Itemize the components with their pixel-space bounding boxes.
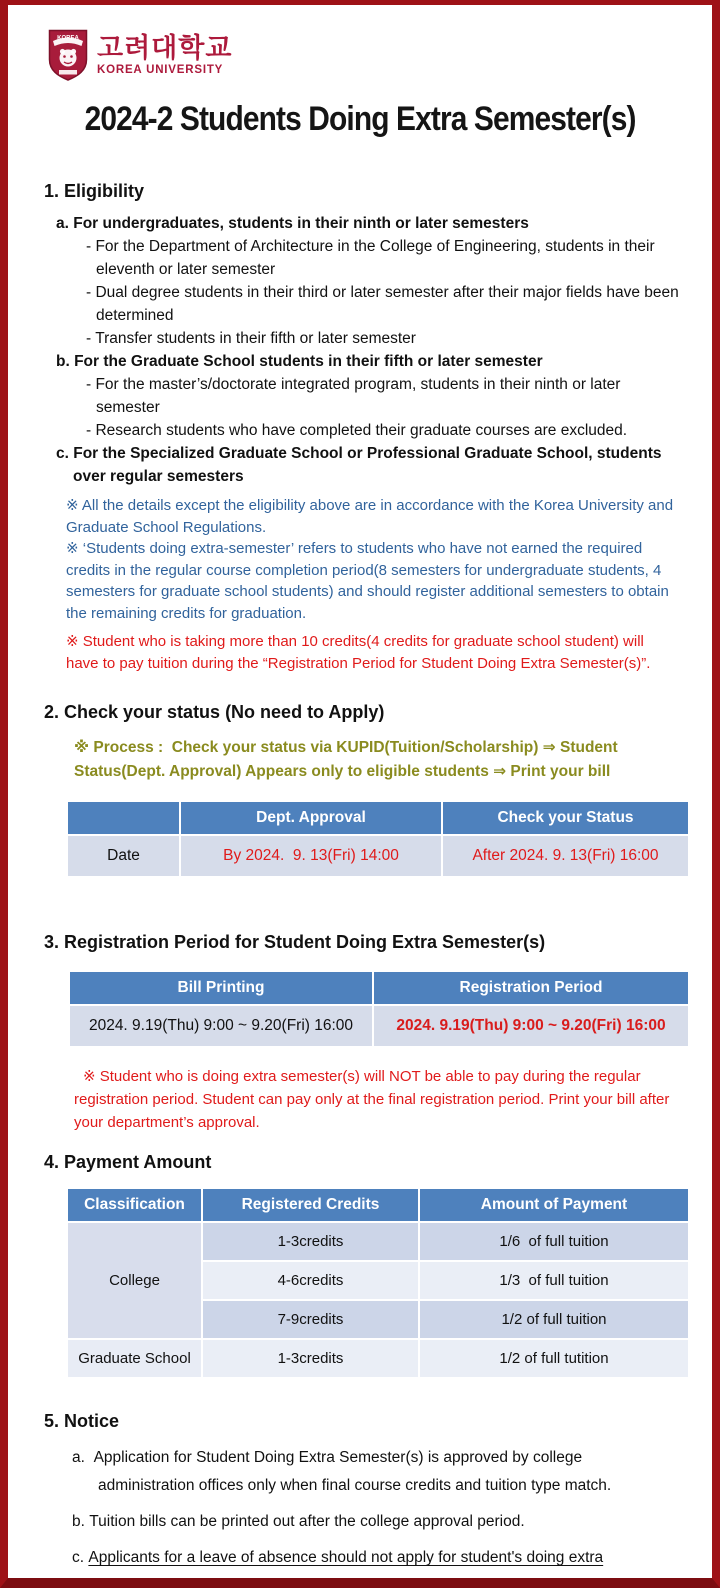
page-title: 2024-2 Students Doing Extra Semester(s) bbox=[84, 100, 636, 138]
process-note: ※ Process : Check your status via KUPID(Tuition/Scholarship) ⇒ Student Status(Dept. Approval) Appears only to eligible students ⇒ Print your bill bbox=[74, 739, 622, 780]
section-4-heading: 4. Payment Amount bbox=[44, 1152, 212, 1172]
title-row bbox=[36, 100, 684, 139]
logo-english-name: KOREA UNIVERSITY bbox=[97, 63, 224, 76]
graduate-amount-1: 1/2 of full tutition bbox=[419, 1339, 689, 1378]
eligibility-note-tuition-warning: ※ Student who is taking more than 10 credits(4 credits for graduate school student) will have to pay tuition during the “Registration Period for Student Doing Extra Semester(s)”. bbox=[66, 633, 651, 672]
status-check-table bbox=[66, 800, 690, 878]
graduate-credits-1: 1-3credits bbox=[202, 1339, 419, 1378]
registration-period-table bbox=[68, 970, 690, 1048]
registration-note-warning: ※ Student who is doing extra semester(s) will NOT be able to pay during the regular registration period. Student can pay only at the final registration period. Print your bill after your department’s approval. bbox=[74, 1068, 670, 1131]
notice-item-c-text: Applicants for a leave of absence should not apply for student's doing extra semester(s) in the relevant semester. They must apply when they return to school. bbox=[88, 1549, 662, 1588]
eligibility-item-c: c. For the Specialized Graduate School or Professional Graduate School, students over regular semesters bbox=[56, 445, 662, 485]
korea-university-shield-icon bbox=[48, 29, 88, 82]
status-table-dept-approval-header: Dept. Approval bbox=[180, 801, 442, 835]
college-credits-1: 1-3credits bbox=[202, 1222, 419, 1261]
classification-header: Classification bbox=[67, 1188, 202, 1222]
logo-text-block bbox=[97, 32, 233, 77]
college-classification-cell: College bbox=[67, 1222, 202, 1339]
eligibility-item-a-dash-3: - Transfer students in their fifth or later semester bbox=[86, 330, 416, 347]
eligibility-item-b: b. For the Graduate School students in their fifth or later semester bbox=[56, 353, 543, 370]
registration-table-value-row bbox=[69, 1005, 689, 1047]
eligibility-note-definition: ※ ‘Students doing extra-semester’ refers to students who have not earned the required credits in the regular course completion period(8 semesters for undergraduate students, 4 semesters for graduate school students) and should register additional semesters to obtain the remaining credits for graduation. bbox=[66, 540, 669, 622]
status-table-header-row bbox=[67, 801, 689, 835]
eligibility-item-a-dash-1: - For the Department of Architecture in the College of Engineering, students in their eleventh or later semester bbox=[86, 238, 655, 278]
college-amount-3: 1/2 of full tuition bbox=[419, 1300, 689, 1339]
section-5-heading: 5. Notice bbox=[44, 1411, 120, 1431]
college-amount-1: 1/6 of full tuition bbox=[419, 1222, 689, 1261]
dept-approval-deadline: By 2024. 9. 13(Fri) 14:00 bbox=[180, 835, 442, 877]
eligibility-note-regulations: ※ All the details except the eligibility above are in accordance with the Korea University and Graduate School Regulations. bbox=[66, 497, 674, 536]
payment-row-graduate bbox=[67, 1339, 689, 1378]
registration-table-header-row bbox=[69, 971, 689, 1005]
notice-item-a-prefix: a. bbox=[72, 1449, 85, 1466]
logo-korean-name: 고려대학교 bbox=[97, 32, 233, 63]
eligibility-item-a-dash-2: - Dual degree students in their third or later semester after their major fields have been determined bbox=[86, 284, 679, 324]
notice-item-a bbox=[72, 1444, 680, 1500]
payment-row-college-1 bbox=[67, 1222, 689, 1261]
notice-item-b-text: Tuition bills can be printed out after the college approval period. bbox=[89, 1513, 525, 1530]
amount-of-payment-header: Amount of Payment bbox=[419, 1188, 689, 1222]
notice-item-c bbox=[72, 1544, 680, 1588]
section-2-heading: 2. Check your status (No need to Apply) bbox=[44, 702, 385, 722]
eligibility-item-a: a. For undergraduates, students in their ninth or later semesters bbox=[56, 215, 529, 232]
registered-credits-header: Registered Credits bbox=[202, 1188, 419, 1222]
registration-period-header: Registration Period bbox=[373, 971, 689, 1005]
eligibility-item-b-dash-1: - For the master’s/doctorate integrated program, students in their ninth or later semester bbox=[86, 376, 621, 416]
payment-table-header-row bbox=[67, 1188, 689, 1222]
notice-item-b-prefix: b. bbox=[72, 1513, 85, 1530]
college-amount-2: 1/3 of full tuition bbox=[419, 1261, 689, 1300]
payment-amount-table bbox=[66, 1187, 690, 1379]
status-table-corner-header bbox=[67, 801, 180, 835]
university-logo bbox=[48, 29, 684, 82]
bill-printing-value: 2024. 9.19(Thu) 9:00 ~ 9.20(Fri) 16:00 bbox=[69, 1005, 373, 1047]
section-3-heading: 3. Registration Period for Student Doing Extra Semester(s) bbox=[44, 932, 546, 952]
status-table-check-status-header: Check your Status bbox=[442, 801, 689, 835]
notice-item-c-prefix: c. bbox=[72, 1549, 85, 1566]
college-credits-3: 7-9credits bbox=[202, 1300, 419, 1339]
notice-item-b bbox=[72, 1508, 680, 1536]
graduate-school-classification-cell: Graduate School bbox=[67, 1339, 202, 1378]
status-table-date-row bbox=[67, 835, 689, 877]
bill-printing-header: Bill Printing bbox=[69, 971, 373, 1005]
college-credits-2: 4-6credits bbox=[202, 1261, 419, 1300]
check-status-time: After 2024. 9. 13(Fri) 16:00 bbox=[442, 835, 689, 877]
registration-period-value: 2024. 9.19(Thu) 9:00 ~ 9.20(Fri) 16:00 bbox=[373, 1005, 689, 1047]
section-1-heading: 1. Eligibility bbox=[44, 181, 145, 201]
notice-item-a-text: Application for Student Doing Extra Semester(s) is approved by college administration offices only when final course credits and tuition type match. bbox=[93, 1449, 612, 1494]
eligibility-item-b-dash-2: - Research students who have completed their graduate courses are excluded. bbox=[86, 422, 628, 439]
svg-text:KOREA: KOREA bbox=[57, 35, 79, 42]
status-table-date-label: Date bbox=[67, 835, 180, 877]
